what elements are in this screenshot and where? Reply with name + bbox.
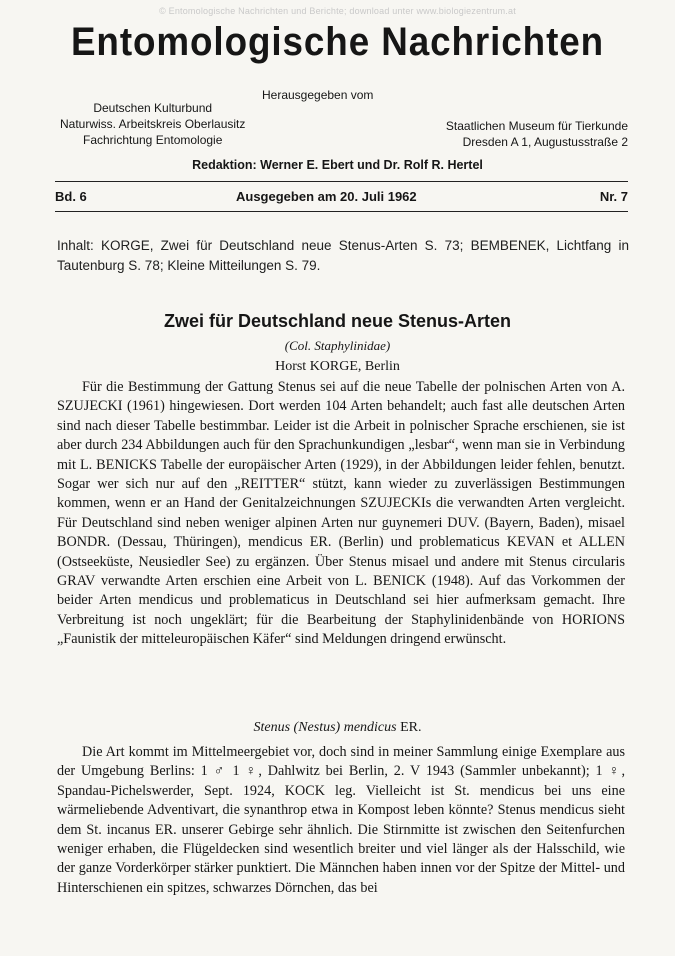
copyright-watermark: © Entomologische Nachrichten und Berichte; download unter www.biologiezentrum.at (159, 6, 516, 16)
article-author: Horst KORGE, Berlin (275, 359, 400, 374)
volume-label: Bd. 6 (55, 189, 87, 204)
publisher-right-line: Dresden A 1, Augustusstraße 2 (462, 135, 628, 149)
editors-line: Redaktion: Werner E. Ebert und Dr. Rolf R. Hertel (192, 158, 483, 172)
issue-number: Nr. 7 (599, 189, 628, 204)
species-author: ER. (400, 720, 422, 735)
issue-date: Ausgegeben am 20. Juli 1962 (236, 189, 417, 204)
header-rule-bottom (55, 211, 628, 212)
article-title: Zwei für Deutschland neue Stenus-Arten (163, 311, 512, 331)
publisher-right-line: Staatlichen Museum für Tierkunde (445, 119, 628, 133)
species-name: Stenus (Nestus) mendicus (253, 720, 397, 735)
publisher-left-block (60, 100, 245, 148)
journal-masthead: Entomologische Nachrichten (70, 20, 605, 64)
species-section-heading (0, 720, 675, 736)
article-paragraph: Die Art kommt im Mittelmeergebiet vor, doch sind in meiner Sammlung einige Exemplare aus der Umgebung Berlins: 1 ♂ 1 ♀, Dahlwitz bei Berlin, 2. V 1943 (Sammler unbekannt); 1 ♀, Spandau-Pichelswerder, Sept. 1924, KOCK leg. Vielleicht ist St. mendicus bei uns eine wärmeliebende Adventivart, die synanthrop etwa in Kompost leben könnte? Stenus mendicus sieht dem St. incanus ER. unserer Gebirge sehr ähnlich. Die Stirnmitte ist zwischen den Seitenfurchen weniger erhaben, die Flügeldecken sind wesentlich breiter und viel länger als der Halsschild, wie der ganze Vorderkörper stärker punktiert. Die Männchen haben innen vor der Spitze der Mittel- und Hinterschienen ein spitzes, schwarzes Dörnchen, das bei (57, 744, 625, 896)
publisher-left-line: Fachrichtung Entomologie (82, 133, 223, 147)
table-of-contents: Inhalt: KORGE, Zwei für Deutschland neue Stenus-Arten S. 73; BEMBENEK, Lichtfang in Tautenburg S. 78; Kleine Mitteilungen S. 79. (57, 238, 629, 273)
publisher-label: Herausgegeben vom (262, 88, 374, 102)
article-paragraph: Für die Bestimmung der Gattung Stenus sei auf die neue Tabelle der polnischen Arten von A. SZUJECKI (1961) hingewiesen. Dort werden 104 Arten behandelt; auch fast alle deutschen Arten sind nach dieser Tabelle bestimmbar. Leider ist die Arbeit in polnischer Sprache erschienen, sie ist aber durch 234 Abbildungen auch für den Sprachunkundigen „lesbar“, wenn man sie in Verbindung mit L. BENICKS Tabelle der europäischer Arten (1929), in der Abbildungen leider fehlen, benutzt. Sogar wer sich nur auf den „REITTER“ stützt, kann wieder zu zuverlässigen Bestimmungen kommen, wenn er an Hand der Genitalzeichnungen SZUJECKIs die verwandten Arten vergleicht. Für Deutschland sind neben weniger alpinen Arten nur guynemeri DUV. (Bayern, Baden), misael BONDR. (Dessau, Thüringen), mendicus ER. (Berlin) und problematicus KEVAN et ALLEN (Ostseeküste, Neusiedler See) zu ergänzen. Über Stenus misael und andere mit Stenus circularis GRAV verwandte Arten erschien eine Arbeit von L. BENICK (1948). Auf das Vorkommen der beider Arten mendicus und problematicus in Deutschland sei hier aufmerksam gemacht. Ihre Verbreitung ist noch ungeklärt; für die Bearbeitung der Staphylinidenbände von HORIONS „Faunistik der mitteleuropäischen Käfer“ sind Meldungen dringend erwünscht. (57, 379, 625, 648)
publisher-left-line: Naturwiss. Arbeitskreis Oberlausitz (60, 117, 246, 131)
header-rule-top (55, 181, 628, 182)
article-subtitle: (Col. Staphylinidae) (284, 338, 391, 353)
publisher-left-line: Deutschen Kulturbund (93, 101, 213, 115)
publisher-right-block (402, 118, 628, 150)
